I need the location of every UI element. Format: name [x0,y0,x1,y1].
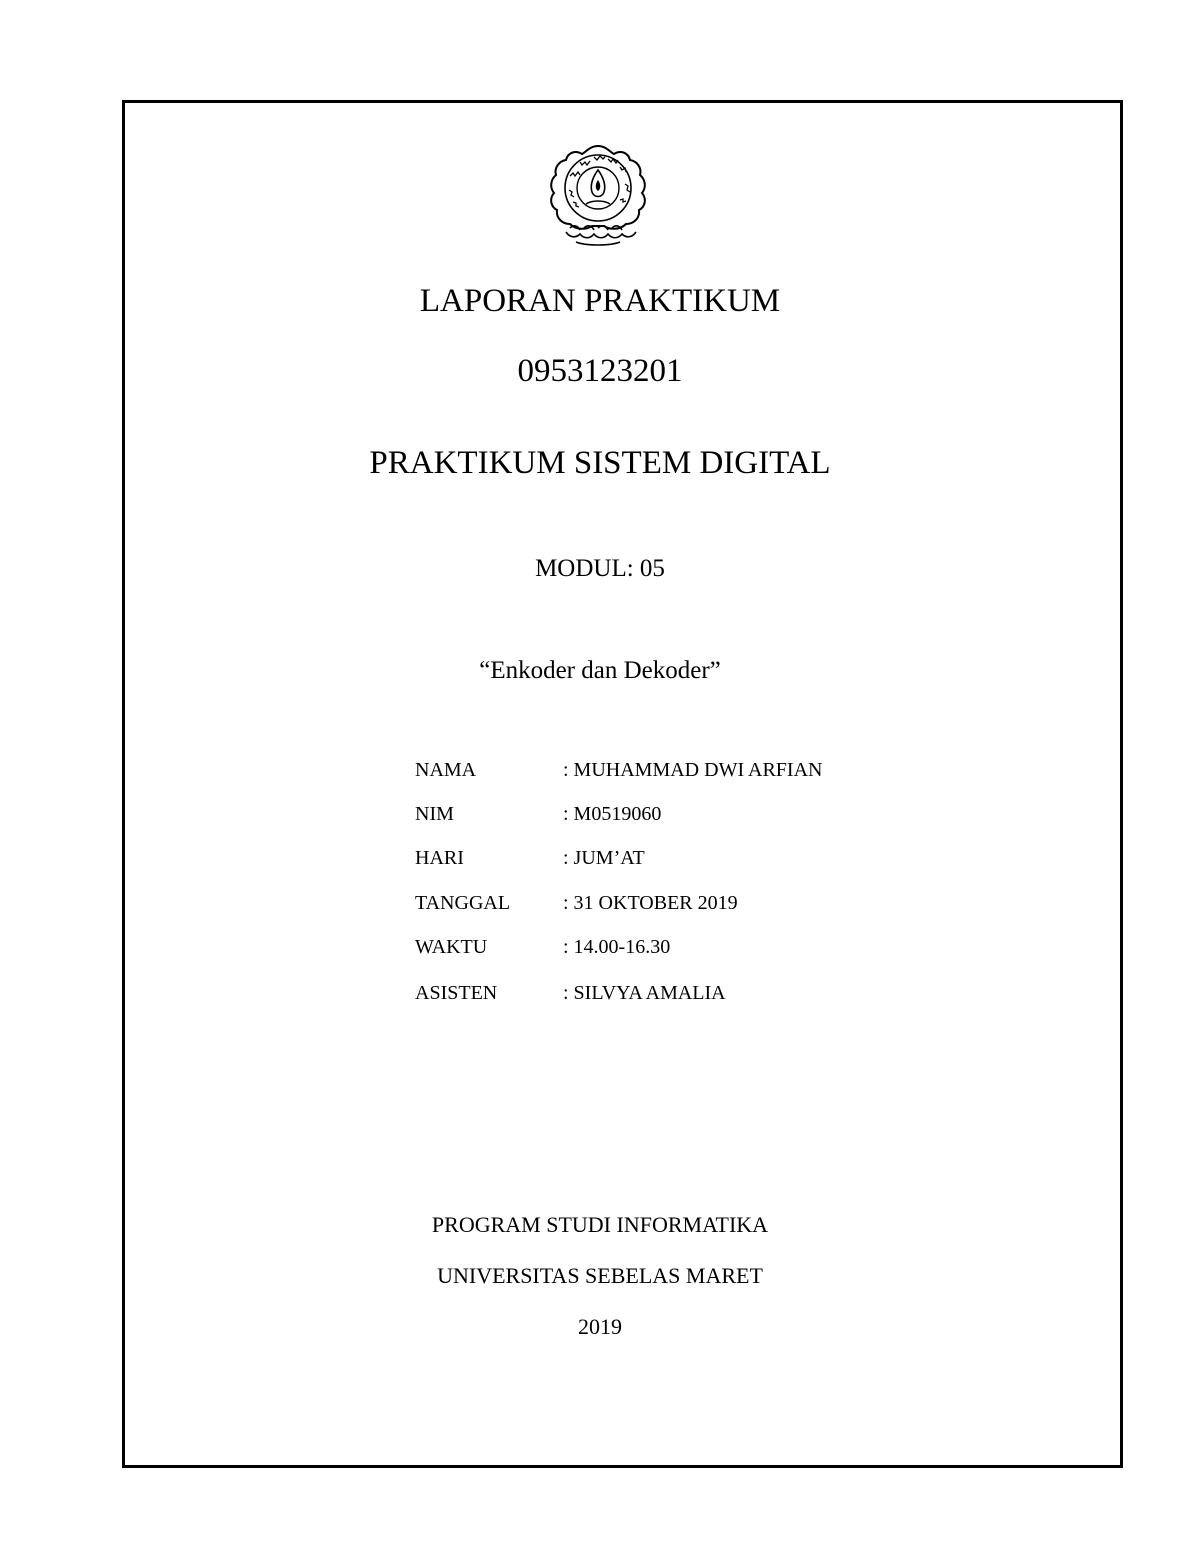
info-value: : 14.00-16.30 [563,936,671,958]
info-label: NIM [415,803,454,825]
report-year: 2019 [578,1314,622,1339]
info-label: HARI [415,847,464,869]
info-value: : 31 OKTOBER 2019 [563,892,738,914]
course-code: 0953123201 [517,353,683,389]
module-topic: “Enkoder dan Dekoder” [479,657,721,684]
course-subject: PRAKTIKUM SISTEM DIGITAL [369,445,831,481]
info-label: ASISTEN [415,982,498,1004]
university-seal-icon [540,140,656,256]
info-value: : SILVYA AMALIA [563,982,726,1004]
info-value: : MUHAMMAD DWI ARFIAN [563,759,823,781]
info-value: : M0519060 [563,803,662,825]
info-label: TANGGAL [415,892,511,914]
module-number: MODUL: 05 [535,555,665,582]
report-title: LAPORAN PRAKTIKUM [419,283,781,319]
info-label: WAKTU [415,936,488,958]
study-program: PROGRAM STUDI INFORMATIKA [431,1212,769,1237]
info-label: NAMA [415,759,477,781]
university-name: UNIVERSITAS SEBELAS MARET [437,1263,763,1288]
info-value: : JUM’AT [563,847,645,869]
